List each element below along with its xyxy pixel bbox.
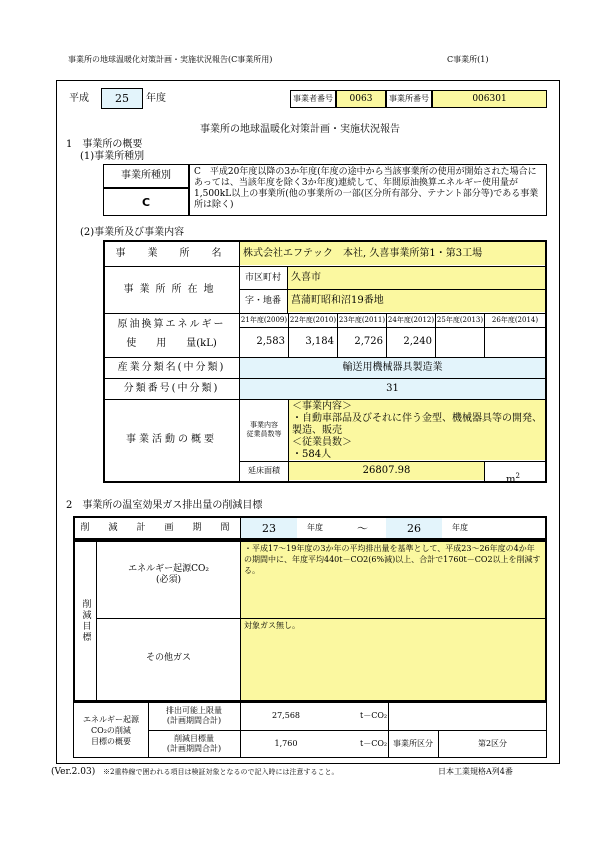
office-type-value[interactable]: C: [103, 188, 189, 216]
energy-value-2[interactable]: 3,184: [305, 336, 334, 347]
section1-heading: 1 事業所の概要: [66, 139, 143, 150]
era-label: 平成: [69, 93, 89, 104]
energy-year-2: 22年度(2010): [289, 315, 337, 324]
energy-co2-label: [97, 560, 240, 590]
energy-label-2: [105, 333, 238, 355]
energy-year-3: 23年度(2011): [338, 315, 386, 324]
year-field[interactable]: 25: [101, 88, 143, 109]
industry-field[interactable]: 輸送用機械器具製造業: [240, 358, 545, 378]
office-no-field[interactable]: 006301: [432, 90, 547, 108]
energy-co2-label-block: [128, 564, 209, 586]
office-type-label: 事業所種別: [103, 164, 189, 188]
form-code: C事業所(1): [447, 55, 489, 64]
footer-note: ※2重枠線で囲われる項目は検証対象となるので記入時には注意すること。: [103, 768, 339, 776]
floor-area-label: 延床面積: [248, 466, 280, 475]
office-type-note: C 平成20年度以降の3か年度(年度の途中から当該事業所の使用が開始された場合にあっては、当該年度を除く3か年度)連続して、年間原油換算エネルギー使用量が1,500kL以上の事業所(他の事業所の一部(区分所有部分、テナント部分等)である事業所は除く): [189, 164, 547, 216]
location-label: 事業所所在地: [123, 284, 220, 295]
activity-field[interactable]: ＜事業内容＞ ・自動車部品及びそれに伴う金型、機械器具等の開発、製造、販売 ＜従業員数＞ ・584人: [289, 400, 545, 460]
class-field[interactable]: 31: [240, 379, 545, 399]
office-name-label: 事 業 所 名: [115, 248, 228, 259]
city-field[interactable]: 久喜市: [288, 267, 545, 289]
energy-unit: (kL): [196, 338, 217, 349]
period-label: 削 減 計 画 期 間: [80, 522, 235, 533]
section1-sub2: (2)事業所及び事業内容: [80, 227, 185, 238]
period-end-suffix: 年度: [452, 523, 468, 532]
office-no-label: 事業所番号: [386, 90, 432, 108]
paper-size: 日本工業規格A列4番: [438, 767, 513, 776]
energy-value-3[interactable]: 2,726: [354, 336, 383, 347]
class-label: 分類番号(中分類): [123, 383, 220, 394]
operator-no-field[interactable]: 0063: [336, 90, 386, 108]
operator-no-label: 事業者番号: [290, 90, 336, 108]
period-start-field[interactable]: 23: [241, 518, 297, 538]
floor-area-unit: [506, 470, 520, 486]
energy-year-4: 24年度(2012): [387, 315, 435, 324]
city-label: 市区町村: [244, 272, 281, 283]
emit-limit-unit: t－CO₂: [360, 711, 388, 720]
energy-year-1: 21年度(2009): [240, 315, 288, 324]
energy-value-4[interactable]: 2,240: [403, 336, 432, 347]
period-sep: ～: [357, 521, 368, 535]
energy-label-2-text: 使 用 量: [126, 338, 197, 349]
energy-co2-field[interactable]: ・平成17～19年度の3か年の平均排出量を基準として、平成23～26年度の4か年の期間中に、年度平均440t－CO2(6%減)以上、合計で1760t－CO2以上を削減する。: [241, 542, 545, 618]
reduce-unit: t－CO₂: [360, 739, 388, 748]
floor-unit-text: m: [506, 474, 516, 486]
office-name-field[interactable]: 株式会社エフテック 本社, 久喜事業所第1・第3工場: [240, 242, 545, 265]
doc-title: 事業所の地球温暖化対策計画・実施状況報告: [200, 124, 400, 135]
addr-field[interactable]: 菖蒲町昭和沼19番地: [288, 290, 545, 312]
energy-label-1: 原油換算エネルギー: [117, 319, 226, 330]
form-title: 事業所の地球温暖化対策計画・実施状況報告(C事業所用): [68, 55, 273, 64]
other-gas-label: その他ガス: [145, 652, 191, 663]
year-suffix: 年度: [146, 93, 166, 104]
emit-limit-value[interactable]: 27,568: [272, 711, 300, 720]
target-label: 削減目標: [80, 599, 91, 643]
industry-label: 産業分類名(中分類): [117, 362, 226, 373]
summary-label: エネルギー起源 CO₂の削減 目標の概要: [83, 714, 139, 746]
energy-co2-note: (必須): [155, 575, 182, 585]
floor-area-field[interactable]: 26807.98: [289, 462, 484, 480]
energy-co2-label-text: エネルギー起源CO₂: [128, 564, 209, 574]
energy-value-5[interactable]: [436, 330, 481, 354]
version-label: (Ver.2.03): [51, 767, 96, 777]
energy-year-6: 26年度(2014): [491, 315, 539, 324]
energy-value-1[interactable]: 2,583: [256, 336, 285, 347]
reduce-value[interactable]: 1,760: [274, 739, 298, 748]
energy-value-6[interactable]: [485, 330, 542, 354]
reduce-label: 削減目標量 (計画期間合計): [166, 734, 222, 753]
floor-unit-sup: 2: [515, 472, 520, 480]
activity-sub-label: 事業内容 従業員数等: [246, 421, 282, 438]
section1-sub1: (1)事業所種別: [80, 151, 145, 162]
other-gas-field[interactable]: 対象ガス無し。: [241, 619, 545, 700]
class-div-label: 事業所区分: [393, 739, 433, 748]
period-start-suffix: 年度: [307, 523, 323, 532]
activity-label: 事業活動の概要: [126, 434, 217, 445]
addr-label: 字・地番: [244, 295, 281, 306]
period-end-field[interactable]: 26: [386, 518, 442, 538]
energy-year-5: 25年度(2013): [436, 315, 484, 324]
class-div-value[interactable]: 第2区分: [477, 739, 508, 748]
emit-limit-label: 排出可能上限量 (計画期間合計): [166, 706, 222, 725]
section2-heading: 2 事業所の温室効果ガス排出量の削減目標: [66, 500, 263, 511]
